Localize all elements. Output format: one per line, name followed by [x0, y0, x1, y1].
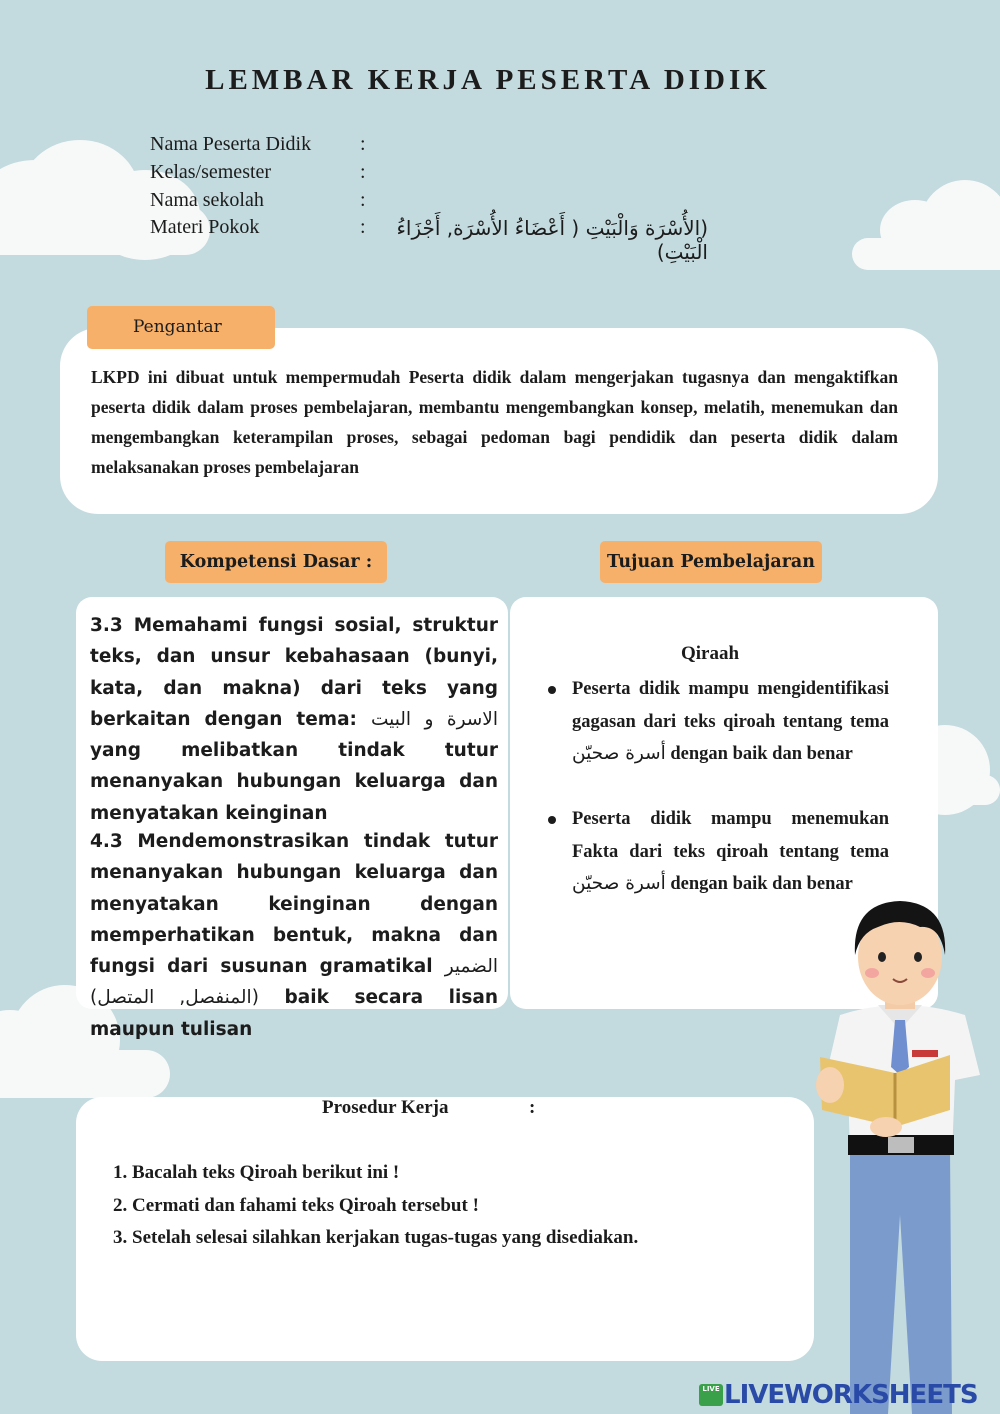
kd-p2-text-a: 4.3 Mendemonstrasikan tindak tutur menanyakan hubungan keluarga dan menyatakan keinginan dengan memperhatikan bentuk, makna dan fungsi dari susunan gramatikal	[90, 831, 498, 978]
kd-paragraph-2	[90, 826, 498, 1045]
tp-subheading: Qiraah	[680, 643, 740, 664]
kd-p1-text-a: 3.3 Memahami fungsi sosial, struktur teks, dan unsur kebahasaan (bunyi, kata, dan makna) dari teks yang berkaitan dengan tema:	[90, 615, 498, 730]
student-illustration	[800, 895, 1000, 1414]
info-colon-kelas: :	[360, 161, 366, 183]
tp-item1-text-a: Peserta didik mampu mengidentifikasi gagasan dari teks qiroah tentang tema	[572, 679, 889, 732]
tp-header: Tujuan Pembelajaran	[600, 541, 822, 583]
info-value-materi: (الأُسْرَة وَالْبَيْتِ ( أَعْضَاءُ الأُسْرَة, أَجْزَاءُ الْبَيْتِ)	[396, 216, 708, 264]
procedure-header: Prosedur Kerja	[322, 1097, 449, 1118]
tp-bullet-1	[548, 686, 556, 694]
kd-paragraph-1	[90, 610, 498, 829]
tp-item1-arabic: أسرة صحيّن	[572, 743, 666, 764]
kd-p1-text-b: yang melibatkan tindak tutur menanyakan hubungan keluarga dan menyatakan keinginan	[90, 740, 498, 824]
kd-p2-arabic: الضمير (المنفصل, المتصل)	[90, 956, 498, 1009]
procedure-step-1: 1. Bacalah teks Qiroah berikut ini !	[113, 1162, 400, 1183]
info-label-materi: Materi Pokok	[150, 216, 260, 238]
tp-item2-arabic: أسرة صحيّن	[572, 873, 666, 894]
tp-item-1	[572, 673, 889, 771]
tp-item-2	[572, 803, 889, 901]
procedure-step-2: 2. Cermati dan fahami teks Qiroah tersebut !	[113, 1195, 479, 1216]
intro-text: LKPD ini dibuat untuk mempermudah Peserta didik dalam mengerjakan tugasnya dan mengaktifkan peserta didik dalam proses pembelajaran, membantu mengembangkan konsep, melatih, menemukan dan mengembangkan keterampilan proses, sebagai pedoman bagi pendidik dan peserta didik dalam melaksanakan proses pembelajaran	[91, 367, 898, 477]
watermark-text: LIVEWORKSHEETS	[724, 1380, 978, 1410]
procedure-step-3: 3. Setelah selesai silahkan kerjakan tugas-tugas yang disediakan.	[113, 1227, 639, 1248]
intro-header: Pengantar	[87, 306, 275, 349]
tp-item1-text-b: dengan baik dan benar	[665, 744, 853, 764]
info-label-nama: Nama Peserta Didik	[150, 133, 312, 155]
tp-item2-text-a: Peserta didik mampu menemukan Fakta dari teks qiroah tentang tema	[572, 809, 889, 862]
info-colon-sekolah: :	[360, 189, 366, 211]
kd-p1-arabic: الاسرة و البيت	[370, 708, 498, 730]
liveworksheets-logo-icon: LIVE	[699, 1384, 723, 1406]
tp-item2-text-b: dengan baik dan benar	[665, 874, 853, 894]
procedure-colon: :	[529, 1097, 536, 1118]
page-title: LEMBAR KERJA PESERTA DIDIK	[205, 64, 771, 96]
info-colon-nama: :	[360, 133, 366, 155]
info-label-sekolah: Nama sekolah	[150, 189, 264, 211]
info-label-kelas: Kelas/semester	[150, 161, 272, 183]
kd-p2-text-b: baik secara lisan maupun tulisan	[90, 987, 498, 1040]
tp-bullet-2	[548, 816, 556, 824]
kd-header: Kompetensi Dasar :	[165, 541, 387, 583]
info-colon-materi: :	[360, 216, 366, 238]
